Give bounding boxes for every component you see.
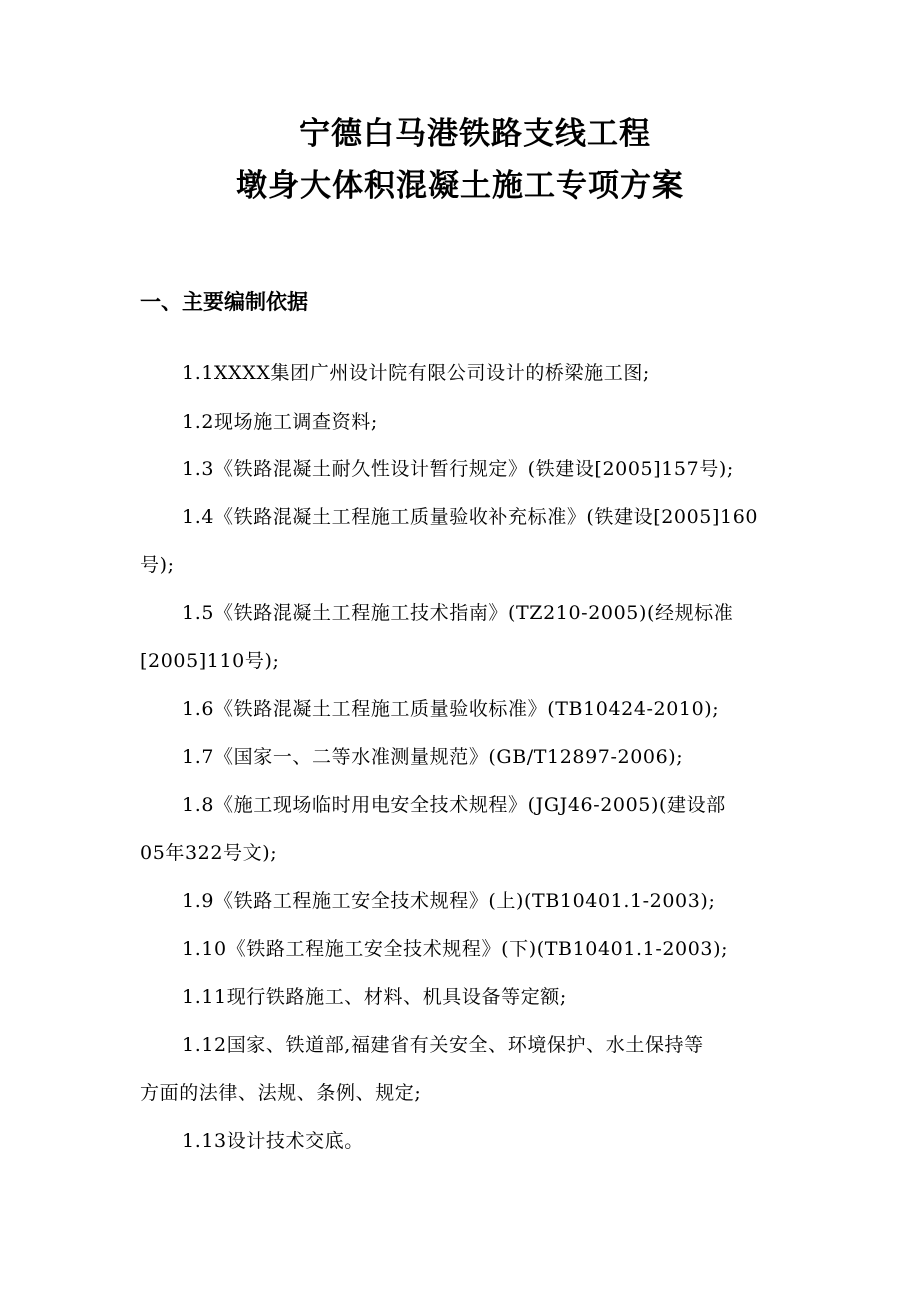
basis-item-1-12: 1.12国家、铁道部,福建省有关安全、环境保护、水土保持等	[182, 1034, 704, 1056]
basis-item-1-6: 1.6《铁路混凝土工程施工质量验收标准》(TB10424-2010);	[182, 698, 720, 720]
basis-item-1-5-continuation: [2005]110号);	[140, 650, 280, 672]
basis-item-1-5: 1.5《铁路混凝土工程施工技术指南》(TZ210-2005)(经规标准	[182, 602, 734, 624]
basis-item-1-8: 1.8《施工现场临时用电安全技术规程》(JGJ46-2005)(建设部	[182, 794, 726, 816]
document-title-line-1: 宁德白马港铁路支线工程	[299, 116, 651, 152]
basis-item-1-10: 1.10《铁路工程施工安全技术规程》(下)(TB10401.1-2003);	[182, 938, 729, 960]
basis-item-1-4-continuation: 号);	[140, 554, 175, 576]
basis-item-1-12-continuation: 方面的法律、法规、条例、规定;	[140, 1082, 422, 1104]
document-title-line-2: 墩身大体积混凝土施工专项方案	[236, 168, 684, 204]
basis-item-1-4: 1.4《铁路混凝土工程施工质量验收补充标准》(铁建设[2005]160	[182, 506, 759, 528]
basis-item-1-3: 1.3《铁路混凝土耐久性设计暂行规定》(铁建设[2005]157号);	[182, 458, 734, 480]
section-heading: 一、主要编制依据	[140, 290, 308, 314]
basis-item-1-1: 1.1XXXX集团广州设计院有限公司设计的桥梁施工图;	[182, 362, 650, 384]
basis-item-1-13: 1.13设计技术交底。	[182, 1130, 364, 1152]
basis-item-1-11: 1.11现行铁路施工、材料、机具设备等定额;	[182, 986, 567, 1008]
basis-item-1-7: 1.7《国家一、二等水准测量规范》(GB/T12897-2006);	[182, 746, 684, 768]
basis-item-1-2: 1.2现场施工调查资料;	[182, 411, 378, 433]
basis-item-1-9: 1.9《铁路工程施工安全技术规程》(上)(TB10401.1-2003);	[182, 890, 716, 912]
basis-item-1-8-continuation: 05年322号文);	[140, 842, 278, 864]
